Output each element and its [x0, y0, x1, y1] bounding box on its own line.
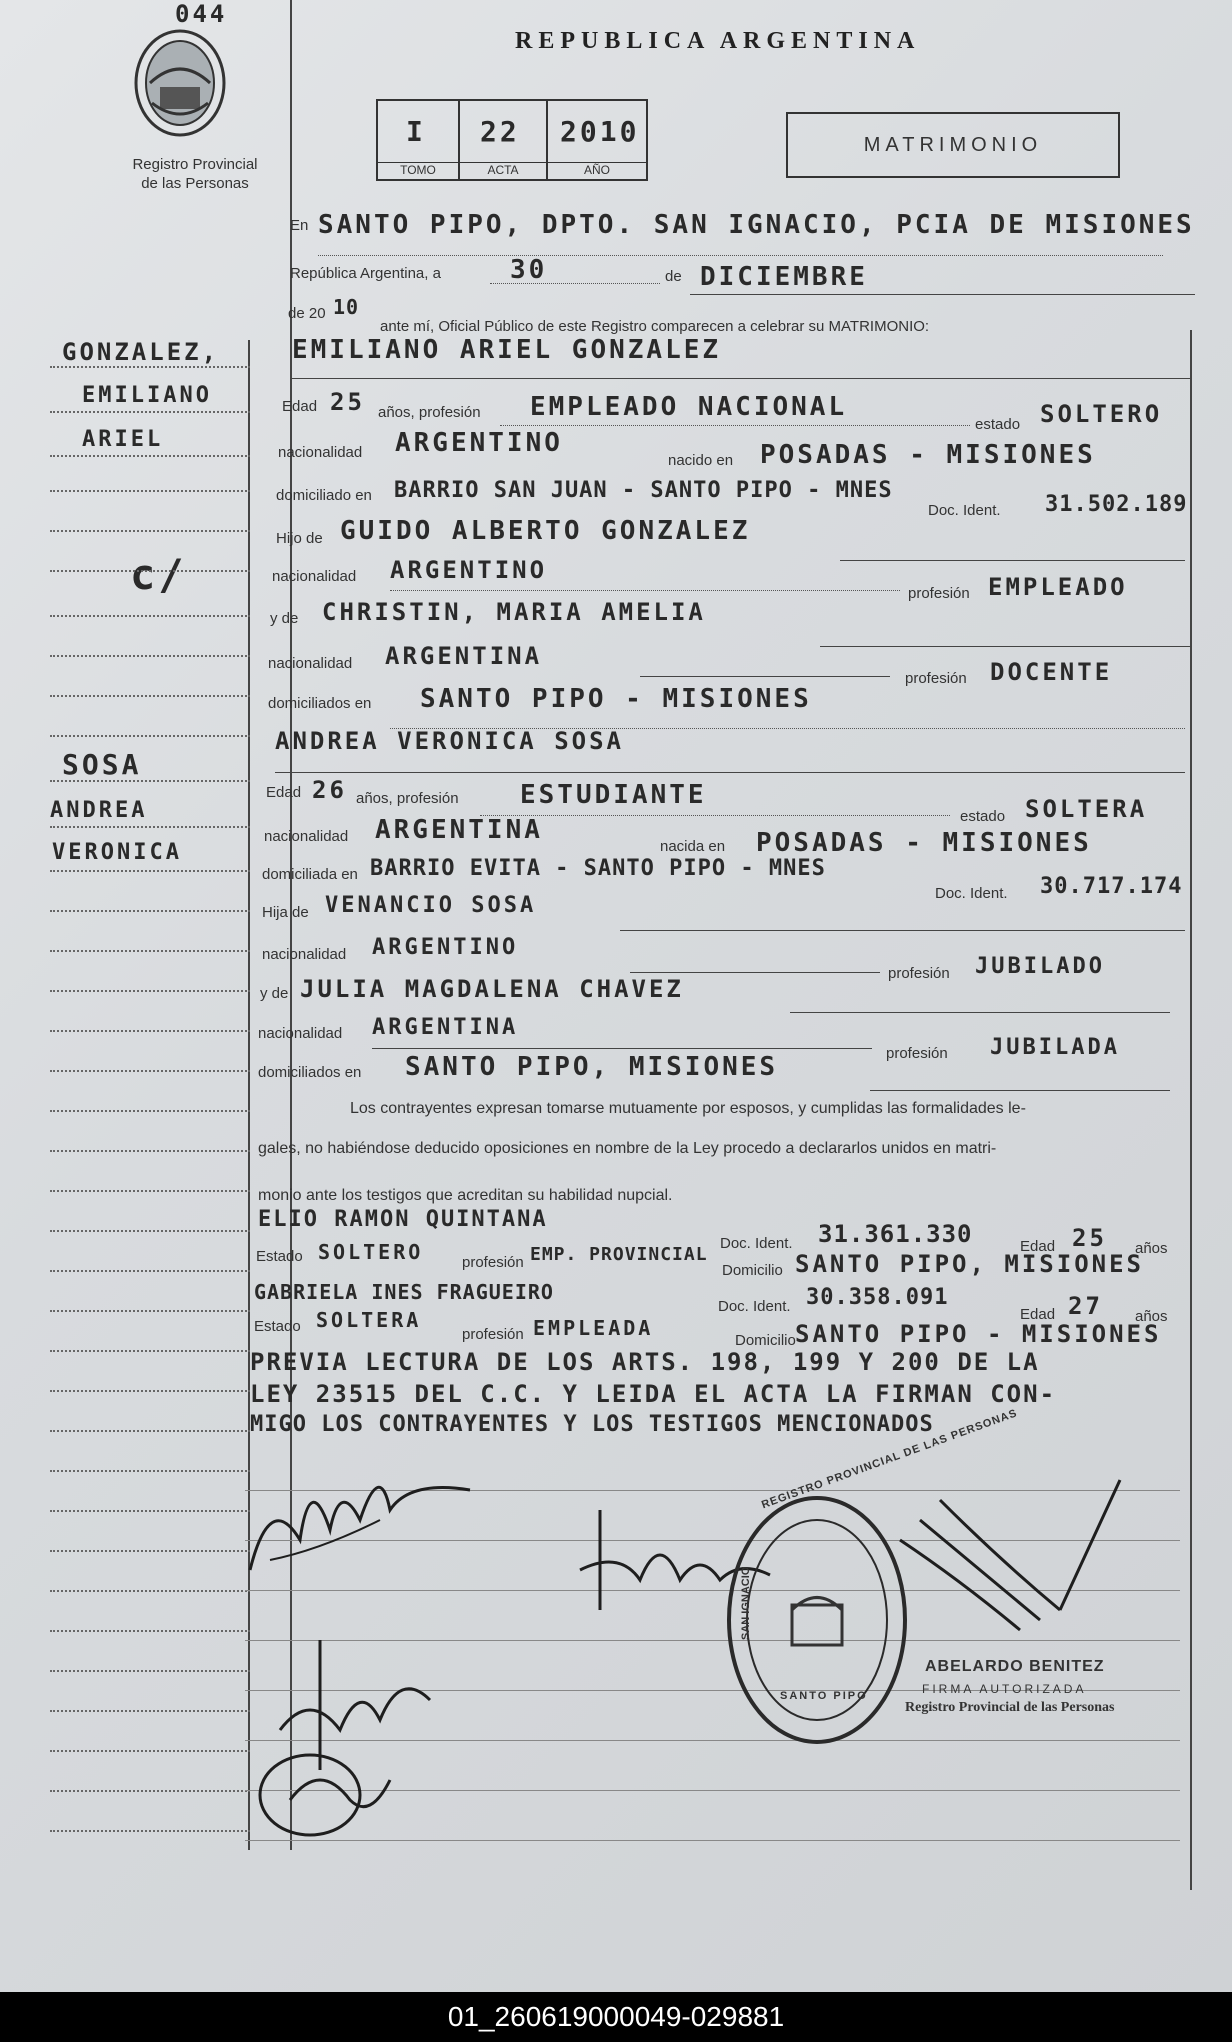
signature-groom [240, 1450, 480, 1590]
bride-parents-address: SANTO PIPO, MISIONES [405, 1052, 779, 1082]
place-line [318, 255, 1163, 256]
groom-doc-label: Doc. Ident. [928, 502, 1001, 519]
registry-name [95, 155, 295, 193]
margin-rule [50, 990, 250, 992]
province-coat-of-arms-icon [130, 25, 230, 140]
witness-2-doc-label: Doc. Ident. [718, 1298, 791, 1315]
bride-edad-label: Edad [266, 784, 302, 801]
anio-label: AÑO [548, 162, 646, 177]
margin-rule [50, 1630, 250, 1632]
margin-rule [50, 695, 250, 697]
witness-1-doc-label: Doc. Ident. [720, 1235, 793, 1252]
tomo-label: TOMO [378, 162, 458, 177]
margin-rule [50, 1550, 250, 1552]
closing-line-1: PREVIA LECTURA DE LOS ARTS. 198, 199 Y 200 DE LA [250, 1348, 1040, 1376]
witness-2-status: SOLTERA [316, 1308, 422, 1332]
month-line [690, 294, 1195, 295]
groom-hijo-label: Hijo de [276, 530, 323, 547]
bride-mother-nationality: ARGENTINA [372, 1015, 519, 1040]
bride-address: BARRIO EVITA - SANTO PIPO - MNES [370, 856, 826, 881]
margin-bride-middle: VERONICA [52, 840, 182, 865]
margin-rule [50, 455, 250, 457]
margin-rule [50, 910, 250, 912]
de-label: de [665, 268, 682, 285]
margin-rule [50, 1790, 250, 1792]
margin-rule [50, 1030, 250, 1032]
signature-official [880, 1460, 1140, 1660]
margin-rule [50, 1230, 250, 1232]
acta-cell [460, 101, 548, 179]
margin-divider-line [248, 340, 250, 1850]
declaration-line-1: Los contrayentes expresan tomarse mutuamente por esposos, y cumplidas las formalidades le- [350, 1100, 1026, 1117]
margin-rule [50, 1310, 250, 1312]
declaration-line-3: monio ante los testigos que acreditan su habilidad nupcial. [258, 1187, 673, 1204]
margin-rule [50, 655, 250, 657]
margin-rule [50, 1190, 250, 1192]
bride-name: ANDREA VERONICA SOSA [275, 727, 624, 755]
bride-birthplace: POSADAS - MISIONES [756, 828, 1092, 858]
margin-rule [50, 1350, 250, 1352]
bride-name-line [275, 772, 1185, 773]
bride-mother-profession: JUBILADA [990, 1035, 1120, 1060]
margin-rule [50, 570, 250, 572]
groom-doc: 31.502.189 [1045, 492, 1188, 517]
declaration-line-2: gales, no habiéndose deducido oposiciones en nombre de la Ley procedo a declararlos unidos en matri- [258, 1140, 997, 1157]
signer-name: ABELARDO BENITEZ [925, 1658, 1105, 1675]
margin-rule [50, 950, 250, 952]
registry-line-1: Registro Provincial [132, 156, 258, 173]
groom-address: BARRIO SAN JUAN - SANTO PIPO - MNES [394, 478, 893, 503]
bride-mother: JULIA MAGDALENA CHAVEZ [300, 975, 684, 1003]
bride-mother-nac-label: nacionalidad [258, 1025, 343, 1042]
margin-rule [50, 1710, 250, 1712]
registry-line-2: de las Personas [141, 175, 249, 192]
bride-anos-label: años, profesión [356, 790, 459, 807]
bride-nacida-label: nacida en [660, 838, 726, 855]
statement: ante mí, Oficial Público de este Registro comparecen a celebrar su MATRIMONIO: [380, 318, 930, 335]
closing-line-2: LEY 23515 DEL C.C. Y LEIDA EL ACTA LA FIRMAN CON- [250, 1380, 1057, 1408]
groom-mother-nac-label: nacionalidad [268, 655, 353, 672]
witness-2-estado-label: Estado [254, 1318, 301, 1335]
bride-age: 26 [312, 776, 347, 804]
tomo-value: I [406, 115, 426, 148]
groom-profession: EMPLEADO NACIONAL [530, 392, 848, 422]
margin-rule [50, 1590, 250, 1592]
bride-parents-address-line [870, 1090, 1170, 1091]
witness-1-status: SOLTERO [318, 1240, 424, 1264]
witness-1-anos-label: años [1135, 1240, 1168, 1257]
bride-father-line [620, 930, 1185, 931]
closing-line-3: MIGO LOS CONTRAYENTES Y LOS TESTIGOS MENCIONADOS [250, 1412, 934, 1437]
margin-rule [50, 1070, 250, 1072]
place-value: SANTO PIPO, DPTO. SAN IGNACIO, PCIA DE MISIONES [318, 210, 1195, 240]
year-suffix: 10 [333, 295, 360, 319]
acta-value: 22 [480, 115, 520, 148]
margin-conj: c/ [130, 550, 187, 599]
margin-groom-first: EMILIANO [82, 383, 212, 408]
margin-bride-first: ANDREA [50, 798, 148, 823]
country-title: REPUBLICA ARGENTINA [515, 28, 921, 54]
groom-dom-label: domiciliado en [276, 487, 372, 504]
bride-father-nac-label: nacionalidad [262, 946, 347, 963]
margin-rule [50, 411, 250, 413]
groom-mother-prof-label: profesión [905, 670, 967, 687]
margin-rule [50, 1150, 250, 1152]
bride-mother-prof-label: profesión [886, 1045, 948, 1062]
groom-mother-line [820, 646, 1190, 647]
groom-edad-label: Edad [282, 398, 318, 415]
groom-nationality: ARGENTINO [395, 428, 563, 458]
groom-father: GUIDO ALBERTO GONZALEZ [340, 516, 751, 546]
margin-rule [50, 366, 250, 368]
groom-mother-nationality: ARGENTINA [385, 642, 543, 670]
bride-hija-label: Hija de [262, 904, 309, 921]
document-id-footer: 01_260619000049-029881 [0, 1992, 1232, 2042]
bride-profession-line [480, 815, 950, 816]
page-mark: 044 [175, 0, 228, 28]
witness-2-anos-label: años [1135, 1308, 1168, 1325]
witness-2-edad-label: Edad [1020, 1306, 1056, 1323]
witness-1-estado-label: Estado [256, 1248, 303, 1265]
margin-rule [50, 490, 250, 492]
signer-office: Registro Provincial de las Personas [905, 1700, 1115, 1715]
witness-2-name: GABRIELA INES FRAGUEIRO [254, 1280, 554, 1304]
witness-2-dom-label: Domicilio [735, 1332, 796, 1349]
margin-rule [50, 870, 250, 872]
tomo-cell [378, 101, 460, 179]
witness-1-age: 25 [1072, 1224, 1107, 1252]
groom-profession-line [500, 425, 970, 426]
groom-age: 25 [330, 388, 365, 416]
groom-parents-dom-label: domiciliados en [268, 695, 372, 712]
witness-1-prof-label: profesión [462, 1254, 524, 1271]
acta-label: ACTA [460, 162, 546, 177]
anio-value: 2010 [560, 115, 640, 148]
margin-bride-surname: SOSA [62, 748, 142, 781]
witness-1-address: SANTO PIPO, MISIONES [795, 1250, 1144, 1278]
witness-2-doc: 30.358.091 [806, 1285, 949, 1310]
right-border-line [1190, 330, 1192, 1890]
country-label: República Argentina, a [290, 265, 441, 282]
margin-groom-surname: GONZALEZ, [62, 338, 220, 366]
bride-father: VENANCIO SOSA [325, 893, 537, 918]
bride-profession: ESTUDIANTE [520, 780, 707, 810]
stamp-bottom-text: SANTO PIPO [780, 1690, 868, 1702]
stamp-ring-text: REGISTRO PROVINCIAL DE LAS PERSONAS [760, 1407, 1020, 1512]
groom-parents-address: SANTO PIPO - MISIONES [420, 684, 812, 714]
groom-father-prof-label: profesión [908, 585, 970, 602]
bride-father-profession: JUBILADO [975, 954, 1105, 979]
groom-mother-nac-line [640, 676, 890, 677]
groom-mother-profession: DOCENTE [990, 658, 1113, 686]
bride-mother-line [790, 1012, 1170, 1013]
bride-status: SOLTERA [1025, 795, 1148, 823]
day-value: 30 [510, 255, 548, 285]
margin-rule [50, 1670, 250, 1672]
bride-father-nationality: ARGENTINO [372, 935, 519, 960]
margin-rule [50, 1750, 250, 1752]
signer-title: FIRMA AUTORIZADA [922, 1682, 1087, 1696]
bride-doc-label: Doc. Ident. [935, 885, 1008, 902]
groom-father-line [840, 560, 1185, 561]
bride-mother-nac-line [372, 1048, 872, 1049]
groom-name-line [290, 378, 1190, 379]
witness-1-profession: EMP. PROVINCIAL [530, 1244, 708, 1265]
groom-yde-label: y de [270, 610, 299, 627]
margin-rule [50, 826, 250, 828]
groom-father-profession: EMPLEADO [988, 573, 1128, 601]
witness-1-dom-label: Domicilio [722, 1262, 783, 1279]
margin-rule [50, 1390, 250, 1392]
groom-father-nationality: ARGENTINO [390, 556, 548, 584]
margin-rule [50, 1510, 250, 1512]
witness-2-profession: EMPLEADA [533, 1316, 654, 1340]
groom-father-nac-line [390, 590, 900, 591]
witness-2-address: SANTO PIPO - MISIONES [795, 1320, 1162, 1348]
bride-nac-label: nacionalidad [264, 828, 349, 845]
witness-2-age: 27 [1068, 1292, 1103, 1320]
margin-rule [50, 1270, 250, 1272]
bride-yde-label: y de [260, 985, 289, 1002]
groom-status: SOLTERO [1040, 400, 1163, 428]
groom-nacionalidad-label: nacionalidad [278, 444, 363, 461]
act-type-box: MATRIMONIO [786, 112, 1120, 178]
witness-1-edad-label: Edad [1020, 1238, 1056, 1255]
witness-2-prof-label: profesión [462, 1326, 524, 1343]
groom-birthplace: POSADAS - MISIONES [760, 440, 1096, 470]
groom-anos-label: años, profesión [378, 404, 481, 421]
margin-rule [50, 1110, 250, 1112]
groom-estado-label: estado [975, 416, 1021, 433]
groom-father-nac-label: nacionalidad [272, 568, 357, 585]
bride-father-prof-label: profesión [888, 965, 950, 982]
margin-rule [50, 735, 250, 737]
margin-rule [50, 615, 250, 617]
margin-rule [50, 780, 250, 782]
signature-witness-2 [250, 1740, 410, 1850]
month-value: DICIEMBRE [700, 262, 868, 292]
tomo-acta-anio-box [376, 99, 648, 181]
year-prefix: de 20 [288, 305, 326, 322]
bride-dom-label: domiciliada en [262, 866, 358, 883]
bride-estado-label: estado [960, 808, 1006, 825]
margin-groom-middle: ARIEL [82, 427, 164, 452]
groom-nacido-label: nacido en [668, 452, 734, 469]
bride-father-nac-line [630, 972, 880, 973]
margin-rule [50, 1470, 250, 1472]
margin-rule [50, 1430, 250, 1432]
bride-doc: 30.717.174 [1040, 874, 1183, 899]
margin-rule [50, 1830, 250, 1832]
witness-1-doc: 31.361.330 [818, 1220, 973, 1248]
en-label: En [290, 217, 309, 234]
bride-parents-dom-label: domiciliados en [258, 1064, 362, 1081]
bride-nationality: ARGENTINA [375, 815, 543, 845]
margin-rule [50, 530, 250, 532]
stamp-left-text: SAN IGNACIO [740, 1566, 752, 1640]
witness-1-name: ELIO RAMON QUINTANA [258, 1207, 548, 1232]
groom-mother: CHRISTIN, MARIA AMELIA [322, 598, 706, 626]
groom-name: EMILIANO ARIEL GONZALEZ [292, 335, 722, 365]
anio-cell [548, 101, 646, 179]
